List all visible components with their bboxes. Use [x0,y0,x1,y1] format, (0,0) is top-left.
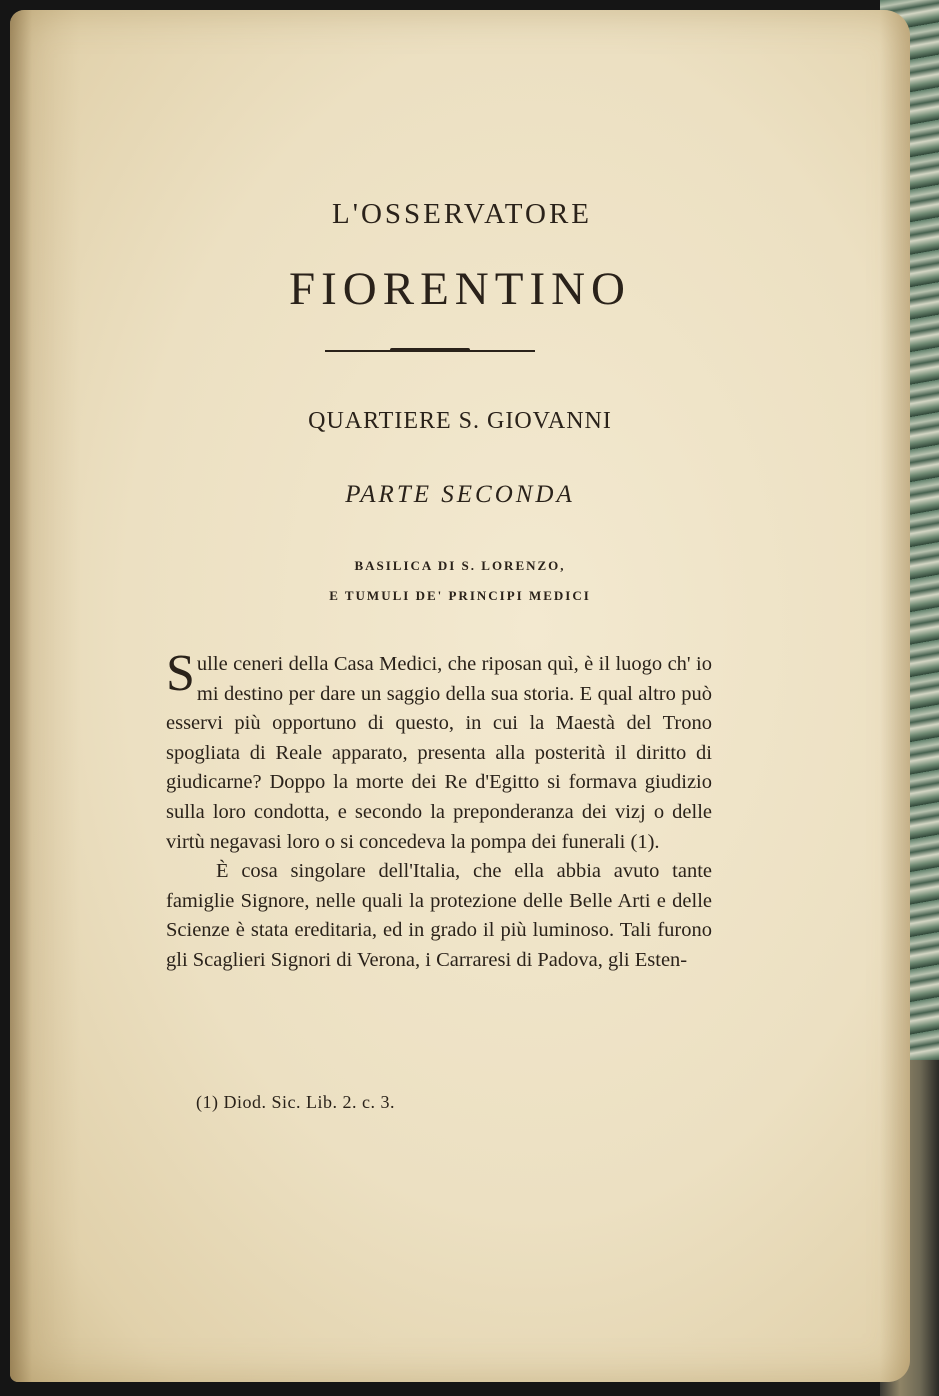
title-line-1: L'OSSERVATORE [332,198,592,230]
footnote: (1) Diod. Sic. Lib. 2. c. 3. [196,1092,395,1112]
paragraph-2: È cosa singolare dell'Italia, che ella abbia avuto tante famiglie Signore, nelle quali la protezione delle Belle Arti e delle Scienze è stata ereditaria, ed in grado il più luminoso. Tali furono gli Scaglieri Signori di Verona, i Carraresi di Padova, gli Esten- [166,860,712,971]
section-heading: QUARTIERE S. GIOVANNI [308,408,612,434]
paragraph-1 [166,645,712,857]
subheading-line-1: BASILICA DI S. LORENZO, [354,558,566,573]
body-text [166,645,712,976]
title-rule-swell [390,348,470,352]
part-heading: PARTE SECONDA [345,481,575,508]
paragraph-1-text: ulle ceneri della Casa Medici, che riposan quì, è il luogo ch' io mi destino per dare un saggio della sua storia. E qual altro può esservi più opportuno di questo, in cui la Maestà del Trono spogliata di Reale apparato, presenta alla posterità il diritto di giudicarne? Doppo la morte dei Re d'Egitto si formava giudizio sulla loro condotta, e secondo la preponderanza dei vizj o delle virtù negavasi loro o si concedeva la pompa dei funerali (1). [166,653,712,853]
book-page [10,10,910,1382]
title-line-2: FIORENTINO [289,263,631,315]
drop-cap: S [166,645,195,702]
subheading-line-2: E TUMULI DE' PRINCIPI MEDICI [329,588,591,603]
